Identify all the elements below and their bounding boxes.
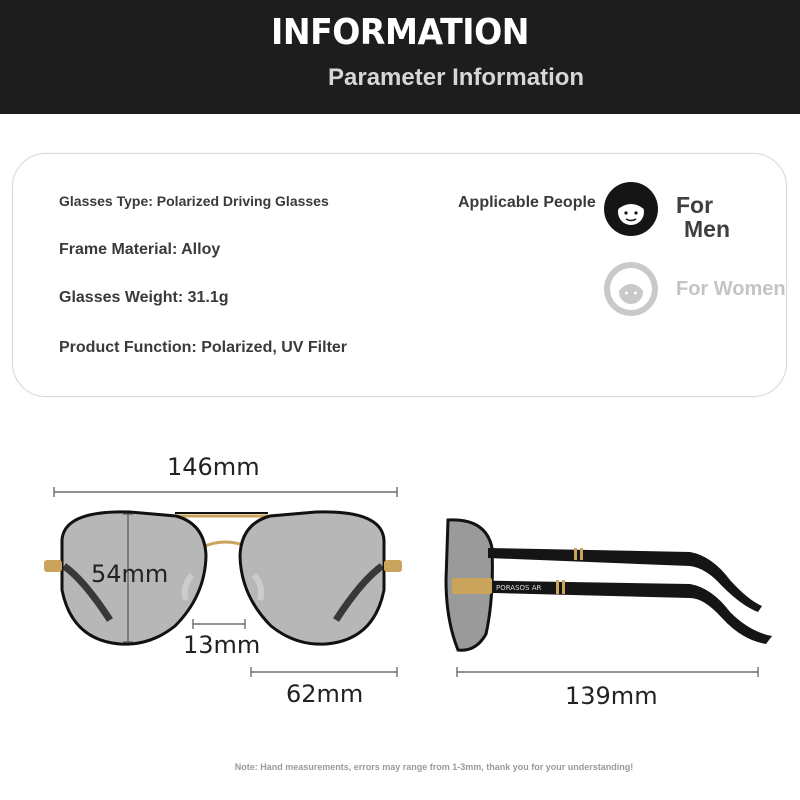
spec-frame-material: Frame Material: Alloy: [59, 241, 221, 258]
temple-length-label: 139mm: [565, 682, 658, 710]
page-title: INFORMATION: [270, 12, 530, 53]
bridge-width-label: 13mm: [183, 631, 261, 659]
spec-glasses-type: Glasses Type: Polarized Driving Glasses: [59, 193, 329, 209]
spec-glasses-weight: Glasses Weight: 31.1g: [59, 289, 229, 306]
side-view-glasses: [446, 520, 772, 650]
applicable-people-label: Applicable People: [458, 194, 596, 211]
lens-height-label: 54mm: [91, 560, 169, 588]
for-men-line2: Men: [684, 216, 730, 242]
temple-brand-text: PORASOS AR: [496, 584, 542, 592]
page-subtitle: Parameter Information: [328, 64, 585, 91]
measurement-note: Note: Hand measurements, errors may range from 1-3mm, thank you for your understanding!: [234, 762, 634, 772]
for-women-label: For Women: [676, 278, 786, 300]
temple-length-dimension-line: [457, 667, 758, 677]
bridge-width-dimension-line: [193, 619, 245, 629]
for-men-line1: For: [676, 192, 714, 218]
total-width-dimension-line: [54, 487, 397, 497]
lens-width-label: 62mm: [286, 680, 364, 708]
spec-product-function: Product Function: Polarized, UV Filter: [59, 339, 348, 356]
total-width-label: 146mm: [167, 453, 260, 481]
lens-width-dimension-line: [251, 667, 397, 677]
